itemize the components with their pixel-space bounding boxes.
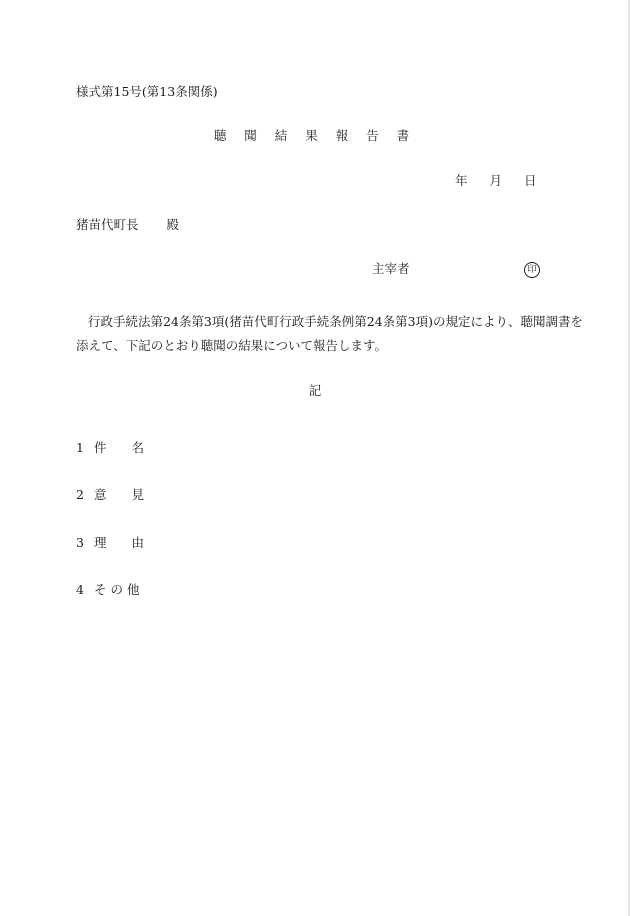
item-number: 2 [76,487,84,502]
item-other [76,584,139,597]
presider-label: 主宰者 [372,261,410,276]
item-label: 件 名 [94,440,145,455]
item-number: 1 [76,440,84,455]
ki-heading: 記 [308,383,322,398]
document-title: 聴 聞 結 果 報 告 書 [213,128,417,143]
date-line [455,175,537,188]
addressee [76,219,179,232]
item-number: 4 [76,582,84,597]
item-label: そ の 他 [94,582,140,597]
item-opinion [76,489,144,502]
item-number: 3 [76,535,84,550]
item-label: 理 由 [94,535,145,550]
body-line-1: 行政手続法第24条第3項(猪苗代町行政手続条例第24条第3項)の規定により、聴聞調書を [88,314,583,329]
body-line-2: 添えて、下記のとおり聴聞の結果について報告します。 [76,338,388,353]
body-paragraph [76,310,583,358]
date-day: 日 [524,173,537,188]
item-reason [76,537,144,550]
seal-mark: 印 [524,262,540,278]
item-subject [76,442,144,455]
item-label: 意 見 [94,487,145,502]
addressee-name: 猪苗代町長 [76,217,139,232]
addressee-honorific: 殿 [166,217,180,232]
date-year: 年 [455,173,468,188]
form-number: 様式第15号(第13条関係) [76,84,218,99]
date-month: 月 [489,173,503,188]
